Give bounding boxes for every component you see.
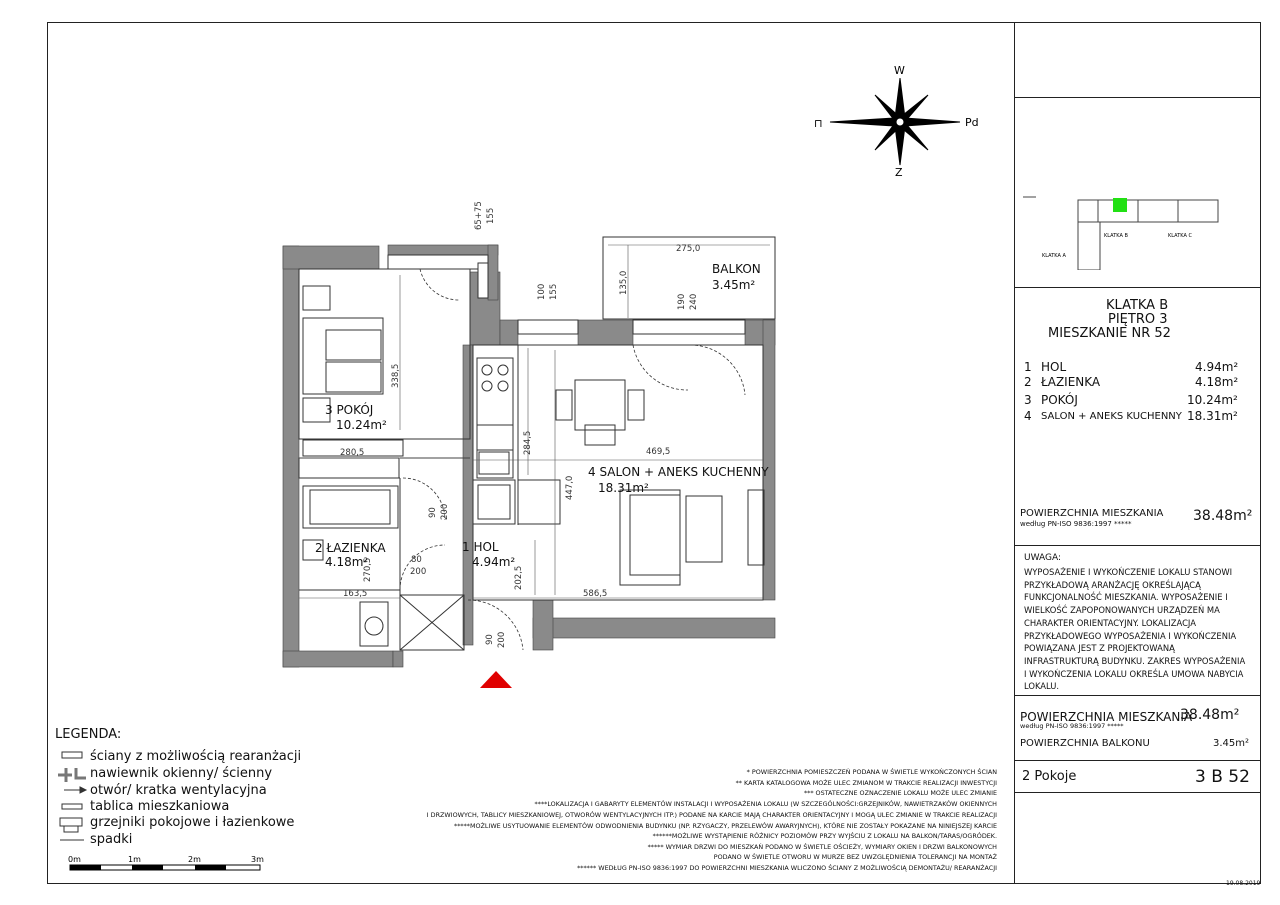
apartment-location-marker: [1113, 198, 1127, 212]
dim-label: 155: [486, 207, 496, 224]
footnote: ** KARTA KATALOGOWA MOŻE ULEC ZMIANOM W TRAKCIE REALIZACJI INWESTYCJI: [735, 779, 997, 787]
apartment-code: 3 B 52: [1195, 767, 1250, 787]
key-plan: [1018, 185, 1238, 270]
compass-east: Pd: [965, 116, 979, 129]
divider: [1014, 97, 1261, 98]
legend-symbols: [58, 752, 86, 840]
area-value: 38.48m²: [1180, 707, 1240, 723]
scale-bar: [70, 865, 260, 870]
divider: [1014, 545, 1261, 546]
room-area: 4.18m²: [1195, 375, 1239, 389]
footnote: ***** WYMIAR DRZWI DO MIESZKAŃ PODANO W ŚWIETLE OŚCIEŻY, WYMIARY OKIEN I DRZWI BALKONOWYCH: [647, 843, 997, 851]
footnote: ****** WEDŁUG PN-ISO 9836:1997 DO POWIERZCHNI MIESZKANIA WLICZONO ŚCIANY Z MOŻLIWOŚCIĄ DEMONTAŻU/ REARANŻACJI: [577, 864, 997, 872]
uwaga-line: INFRASTRUKTURĄ BUDYNKU. ZAKRES WYPOSAŻENIA: [1024, 655, 1246, 666]
header-klatka: KLATKA B: [1106, 298, 1169, 313]
room-area: 18.31m²: [1187, 409, 1238, 423]
dim-label: 586,5: [583, 589, 608, 599]
footnote: *****MOŻLIWE USYTUOWANIE ELEMENTÓW ODWODNIENIA BUDYNKU (NP. RZYGACZY, PRZELEWÓW AWARYJNYCH), KTÓRE NIE ZOSTAŁY POKAZANE NA NINIEJSZEJ KARCIE: [454, 822, 997, 830]
dim-label: 338,5: [391, 363, 401, 388]
room-area-lazienka: 4.18m²: [325, 555, 369, 569]
legend-item: nawiewnik okienny/ ścienny: [90, 766, 273, 781]
uwaga-line: WYPOSAŻENIE I WYKOŃCZENIE LOKALU STANOWI: [1024, 567, 1233, 577]
room-no: 3: [1024, 393, 1032, 407]
uwaga-title: UWAGA:: [1024, 553, 1061, 563]
area-value: 38.48m²: [1193, 508, 1253, 524]
legend-item: ściany z możliwością rearanżacji: [90, 749, 302, 764]
footnote: * POWIERZCHNIA POMIESZCZEŃ PODANA W ŚWIETLE WYKOŃCZONYCH ŚCIAN: [746, 768, 997, 776]
room-name-salon: 4 SALON + ANEKS KUCHENNY: [588, 465, 769, 479]
uwaga-line: POWIĄZANA JEST Z PROJEKTOWANĄ: [1024, 643, 1175, 654]
scale-label: 3m: [251, 855, 264, 864]
divider: [1014, 695, 1261, 696]
room-name-lazienka: 2 ŁAZIENKA: [315, 541, 386, 555]
uwaga-line: CHARAKTER ORIENTACYJNY. LOKALIZACJA: [1024, 617, 1196, 628]
compass-north: W: [894, 64, 905, 77]
balcony-value: 3.45m²: [1213, 738, 1250, 749]
dim-label: 447,0: [565, 475, 575, 500]
uwaga-line: PRZYKŁADOWĄ ARANŻACJĘ OKREŚLAJĄCĄ: [1024, 579, 1201, 590]
dim-label: 275,0: [676, 244, 701, 254]
header-pietro: PIĘTRO 3: [1108, 312, 1168, 327]
area-label: POWIERZCHNIA MIESZKANIA: [1020, 710, 1193, 724]
room-area-hol: 4.94m²: [472, 555, 516, 569]
uwaga-line: I WYKOŃCZENIA LOKALU OKREŚLA UMOWA NABYCIA: [1024, 668, 1244, 679]
drawing-date: 19.08.2019: [1226, 880, 1261, 887]
info-panel: [1014, 22, 1261, 884]
footnote: *** OSTATECZNE OZNACZENIE LOKALU MOŻE ULEC ZMIANIE: [803, 789, 997, 797]
dim-label: 100: [537, 283, 547, 300]
dim-label: 90: [428, 507, 438, 518]
room-area: 4.94m²: [1195, 360, 1239, 374]
room-name-balkon: BALKON: [712, 262, 761, 276]
area-sublabel: według PN-ISO 9836:1997 *****: [1020, 722, 1124, 730]
divider: [1014, 287, 1261, 288]
dim-label: 190: [677, 293, 687, 310]
uwaga-line: LOKALU.: [1024, 681, 1060, 692]
legend-item: grzejniki pokojowe i łazienkowe: [90, 815, 295, 830]
scale-label: 2m: [188, 855, 201, 864]
area-sublabel: według PN-ISO 9836:1997 *****: [1020, 520, 1132, 528]
keyplan-label: KLATKA A: [1042, 253, 1066, 259]
room-area-balkon: 3.45m²: [712, 278, 756, 292]
room-no: 4: [1024, 409, 1032, 423]
footnote: ******MOŻLIWE WYSTĄPIENIE RÓŻNICY POZIOMÓW PRZY WYJŚCIU Z LOKALU NA BALKON/TARAS/OGRÓDEK.: [652, 832, 997, 840]
dim-label: 270,5: [363, 557, 373, 582]
divider: [1014, 760, 1261, 761]
room-no: 2: [1024, 375, 1032, 389]
dim-label: 200: [410, 567, 427, 577]
compass-west: ⊓: [814, 117, 823, 130]
dim-label: 80: [411, 555, 422, 565]
room-name: HOL: [1041, 360, 1067, 374]
legend-item: tablica mieszkaniowa: [90, 799, 230, 814]
scale-label: 1m: [128, 855, 141, 864]
dim-label: 90: [485, 634, 495, 645]
uwaga-line: WIELKOŚĆ ZAPOPONOWANYCH URZĄDZEŃ MA: [1024, 605, 1220, 616]
dim-label: 202,5: [514, 565, 524, 590]
dim-label: 200: [497, 631, 507, 648]
keyplan-label: KLATKA B: [1104, 233, 1128, 239]
footnote: I DRZWIOWYCH, TABLICY MIESZKANIOWEJ, OTWORÓW WENTYLACYJNYCH ITP.) PODANE NA KARCIE MAJĄ CHARAKTER ORIENTACYJNY I MOGĄ ULEC ZMIANIE W TRAKCIE REALIZACJI: [426, 811, 997, 819]
room-area-pokoj: 10.24m²: [336, 418, 387, 432]
dim-label: 240: [689, 293, 699, 310]
dim-label: 135,0: [619, 270, 629, 295]
entrance-marker-icon: [480, 671, 512, 688]
header-mieszkanie: MIESZKANIE NR 52: [1048, 326, 1171, 341]
rooms-count: 2 Pokoje: [1022, 769, 1077, 784]
room-area-salon: 18.31m²: [598, 481, 649, 495]
keyplan-label: KLATKA C: [1168, 233, 1192, 239]
scale-label: 0m: [68, 855, 81, 864]
dim-label: 284,5: [523, 430, 533, 455]
area-label: POWIERZCHNIA MIESZKANIA: [1020, 508, 1164, 519]
legend-item: otwór/ kratka wentylacyjna: [90, 783, 267, 798]
room-name-pokoj: 3 POKÓJ: [325, 403, 374, 417]
dim-label: 163,5: [343, 589, 368, 599]
uwaga-line: FUNKCJONALNOŚĆ MIESZKANIA. WYPOSAŻENIE I: [1024, 592, 1228, 603]
compass-south: Z: [895, 166, 903, 179]
room-no: 1: [1024, 360, 1032, 374]
balcony-label: POWIERZCHNIA BALKONU: [1020, 738, 1150, 749]
legend-title: LEGENDA:: [55, 727, 122, 742]
room-name: POKÓJ: [1041, 393, 1078, 407]
room-name-hol: 1 HOL: [462, 540, 499, 554]
footnote: ****LOKALIZACJA I GABARYTY ELEMENTÓW INSTALACJI I WYPOSAŻENIA LOKALU (W SZCZEGÓLNOŚCI:GRZEJNIKÓW, NAWIETRZAKÓW OKIENNYCH: [534, 800, 997, 808]
uwaga-line: PRZYKŁADOWEGO WYPOSAŻENIA I WYKOŃCZENIA: [1024, 630, 1237, 641]
footnote: PODANO W ŚWIETLE OTWORU W MURZE BEZ UWZGLĘDNIENIA TOLERANCJI NA MONTAŻ: [713, 853, 997, 861]
uwaga-text: [1024, 566, 1245, 693]
dim-label: 469,5: [646, 447, 671, 457]
room-name: ŁAZIENKA: [1041, 375, 1101, 389]
dim-label: 200: [440, 503, 450, 520]
divider: [1014, 792, 1261, 793]
room-area: 10.24m²: [1187, 393, 1238, 407]
legend-item: spadki: [90, 832, 133, 847]
compass-rose-icon: [830, 78, 960, 165]
dim-label: 155: [549, 283, 559, 300]
dim-label: 280,5: [340, 448, 365, 458]
room-name: SALON + ANEKS KUCHENNY: [1041, 411, 1182, 422]
dim-label: 65+75: [474, 201, 484, 230]
